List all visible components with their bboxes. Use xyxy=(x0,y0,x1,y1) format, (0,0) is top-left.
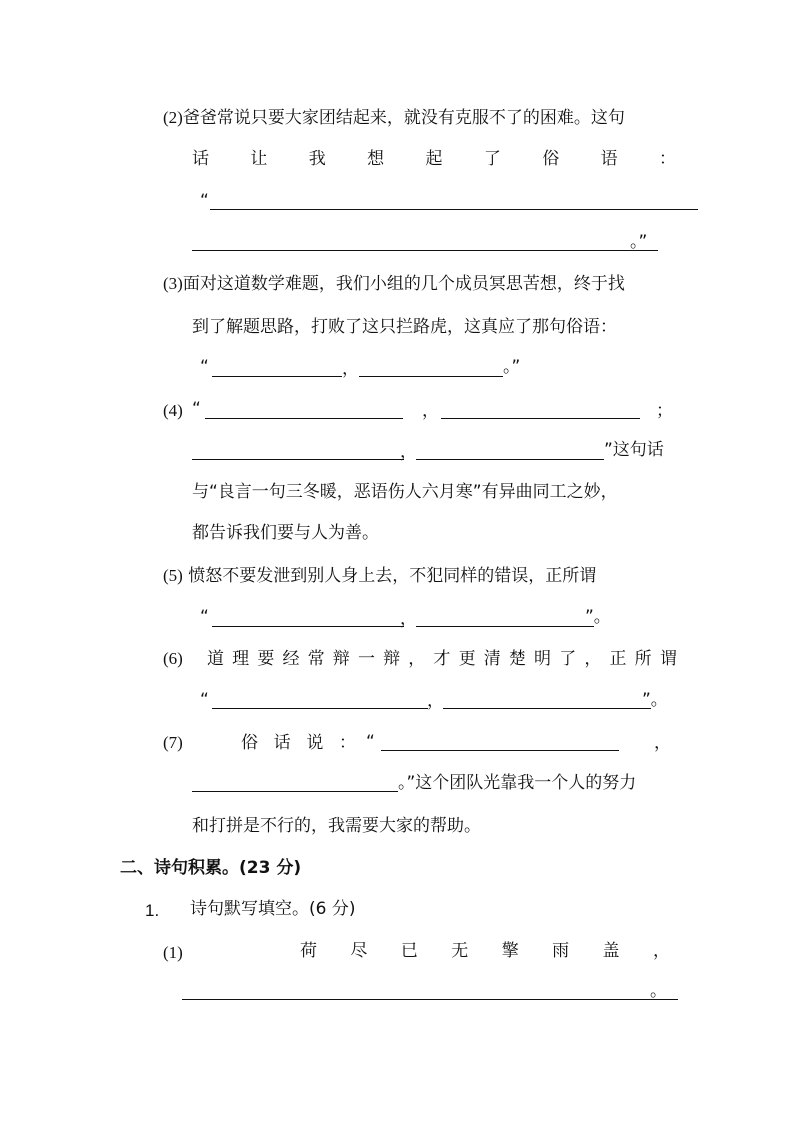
q3-end-punct: 。” xyxy=(503,357,521,377)
q6-char: 常 xyxy=(307,649,325,669)
p1-char: 已 xyxy=(400,941,418,961)
q6-char: 理 xyxy=(232,649,250,669)
q6-char: 了 xyxy=(559,649,577,669)
q5-number: (5) xyxy=(163,566,183,585)
q4-tail: ”这句话 xyxy=(604,440,664,460)
p1-spaced-line xyxy=(300,940,670,962)
q5-open-quote: “ xyxy=(200,607,209,627)
q2-char: ： xyxy=(659,149,676,169)
q5-answer-blank-2[interactable] xyxy=(416,626,594,627)
p1-char: ， xyxy=(652,941,670,961)
p1-char: 荷 xyxy=(300,941,317,961)
q2-spaced-line xyxy=(192,148,676,170)
q4-answer-blank-1[interactable] xyxy=(205,418,403,419)
sub1-number: 1. xyxy=(145,901,160,920)
q7-char: 话 xyxy=(273,733,291,753)
q2-char: 想 xyxy=(367,149,385,169)
q7-open-quote: “ xyxy=(366,732,375,752)
q5-comma: ， xyxy=(400,609,417,629)
q6-open-quote: “ xyxy=(200,690,209,710)
q4-semicolon: ； xyxy=(656,401,673,421)
q6-char: 道 xyxy=(207,649,224,669)
q6-char: 更 xyxy=(458,649,476,669)
q2-char: 了 xyxy=(483,149,501,169)
p1-char: 无 xyxy=(451,941,469,961)
p1-char: 雨 xyxy=(552,941,570,961)
q3-line2: 到了解题思路，打败了这只拦路虎，这真应了那句俗语： xyxy=(192,317,617,337)
q6-spaced-line xyxy=(207,648,677,670)
q6-char: 辩 xyxy=(332,649,350,669)
q6-char: 清 xyxy=(483,649,501,669)
q5-line1 xyxy=(163,565,596,587)
q6-end-punct: ”。 xyxy=(642,690,668,710)
q6-char: 楚 xyxy=(508,649,526,669)
q4-answer-blank-2[interactable] xyxy=(441,418,640,419)
q7-number: (7) xyxy=(163,733,183,752)
p1-char: 盖 xyxy=(602,941,620,961)
q7-answer-blank-2[interactable] xyxy=(192,791,398,792)
q4-number: (4) xyxy=(163,401,183,420)
p1-answer-blank[interactable] xyxy=(182,999,678,1000)
q2-char: 话 xyxy=(192,149,209,169)
p1-char: 尽 xyxy=(350,941,368,961)
q2-char: 起 xyxy=(425,149,443,169)
sub1-text: 诗句默写填空。(6 分) xyxy=(190,899,356,919)
q6-char: 正 xyxy=(609,649,627,669)
q2-answer-blank-1[interactable] xyxy=(210,209,698,210)
q5-text: 愤怒不要发泄到别人身上去，不犯同样的错误，正所谓 xyxy=(188,566,597,586)
q2-end-punct: 。” xyxy=(630,232,648,252)
q4-open-quote: “ xyxy=(192,399,201,419)
q6-char: 要 xyxy=(257,649,275,669)
q6-answer-blank-1[interactable] xyxy=(212,708,428,709)
q3-answer-blank-2[interactable] xyxy=(359,376,503,377)
q6-char: 辩 xyxy=(383,649,401,669)
q7-comma: ， xyxy=(654,733,671,753)
q2-open-quote: “ xyxy=(200,191,209,211)
q4-line3: 与“良言一句三冬暖，恶语伤人六月寒”有异曲同工之妙， xyxy=(192,482,618,502)
q6-char: ， xyxy=(584,649,602,669)
q3-open-quote: “ xyxy=(200,357,209,377)
p1-number: (1) xyxy=(163,943,183,962)
q2-char: 我 xyxy=(308,149,326,169)
q7-char: 说 xyxy=(306,733,324,753)
q6-char: 谓 xyxy=(659,649,677,669)
q6-char: 所 xyxy=(634,649,652,669)
q3-number: (3) xyxy=(163,274,183,293)
q7-spaced-prompt xyxy=(241,732,356,754)
q3-text: 面对这道数学难题，我们小组的几个成员冥思苦想，终于找 xyxy=(182,274,625,294)
q3-comma: ， xyxy=(342,359,359,379)
q4-line4: 都告诉我们要与人为善。 xyxy=(192,523,379,543)
q6-number: (6) xyxy=(163,649,183,668)
q4-comma-1: ， xyxy=(422,401,439,421)
q2-answer-blank-2[interactable] xyxy=(192,250,658,251)
q6-char: 一 xyxy=(357,649,375,669)
q7-char: 俗 xyxy=(241,733,258,753)
q6-char: ， xyxy=(408,649,426,669)
q2-char: 语 xyxy=(600,149,618,169)
q5-answer-blank-1[interactable] xyxy=(212,626,404,627)
q4-comma-2: ， xyxy=(400,442,417,462)
p1-end-punct: 。 xyxy=(650,981,667,1001)
q7-tail: 。”这个团队光靠我一个人的努力 xyxy=(398,773,637,793)
q2-number: (2) xyxy=(163,108,183,127)
p1-char: 擎 xyxy=(501,941,519,961)
q7-char: ： xyxy=(338,733,356,753)
q4-answer-blank-4[interactable] xyxy=(416,459,604,460)
q3-answer-blank-1[interactable] xyxy=(212,376,342,377)
q2-char: 俗 xyxy=(542,149,560,169)
q2-text: 爸爸常说只要大家团结起来，就没有克服不了的困难。这句 xyxy=(182,108,625,128)
q2-char: 让 xyxy=(250,149,268,169)
q6-char: 才 xyxy=(433,649,451,669)
q6-char: 经 xyxy=(282,649,300,669)
q5-end-punct: ”。 xyxy=(585,607,611,627)
q7-answer-blank-1[interactable] xyxy=(381,750,619,751)
q4-answer-blank-3[interactable] xyxy=(192,459,404,460)
q7-line3: 和打拼是不行的，我需要大家的帮助。 xyxy=(192,816,481,836)
q2-line1 xyxy=(163,107,625,129)
q6-char: 明 xyxy=(534,649,552,669)
q3-line1 xyxy=(163,273,625,295)
q6-answer-blank-2[interactable] xyxy=(443,708,651,709)
section-title: 二、诗句积累。(23 分) xyxy=(120,858,302,878)
q6-comma: ， xyxy=(427,691,444,711)
